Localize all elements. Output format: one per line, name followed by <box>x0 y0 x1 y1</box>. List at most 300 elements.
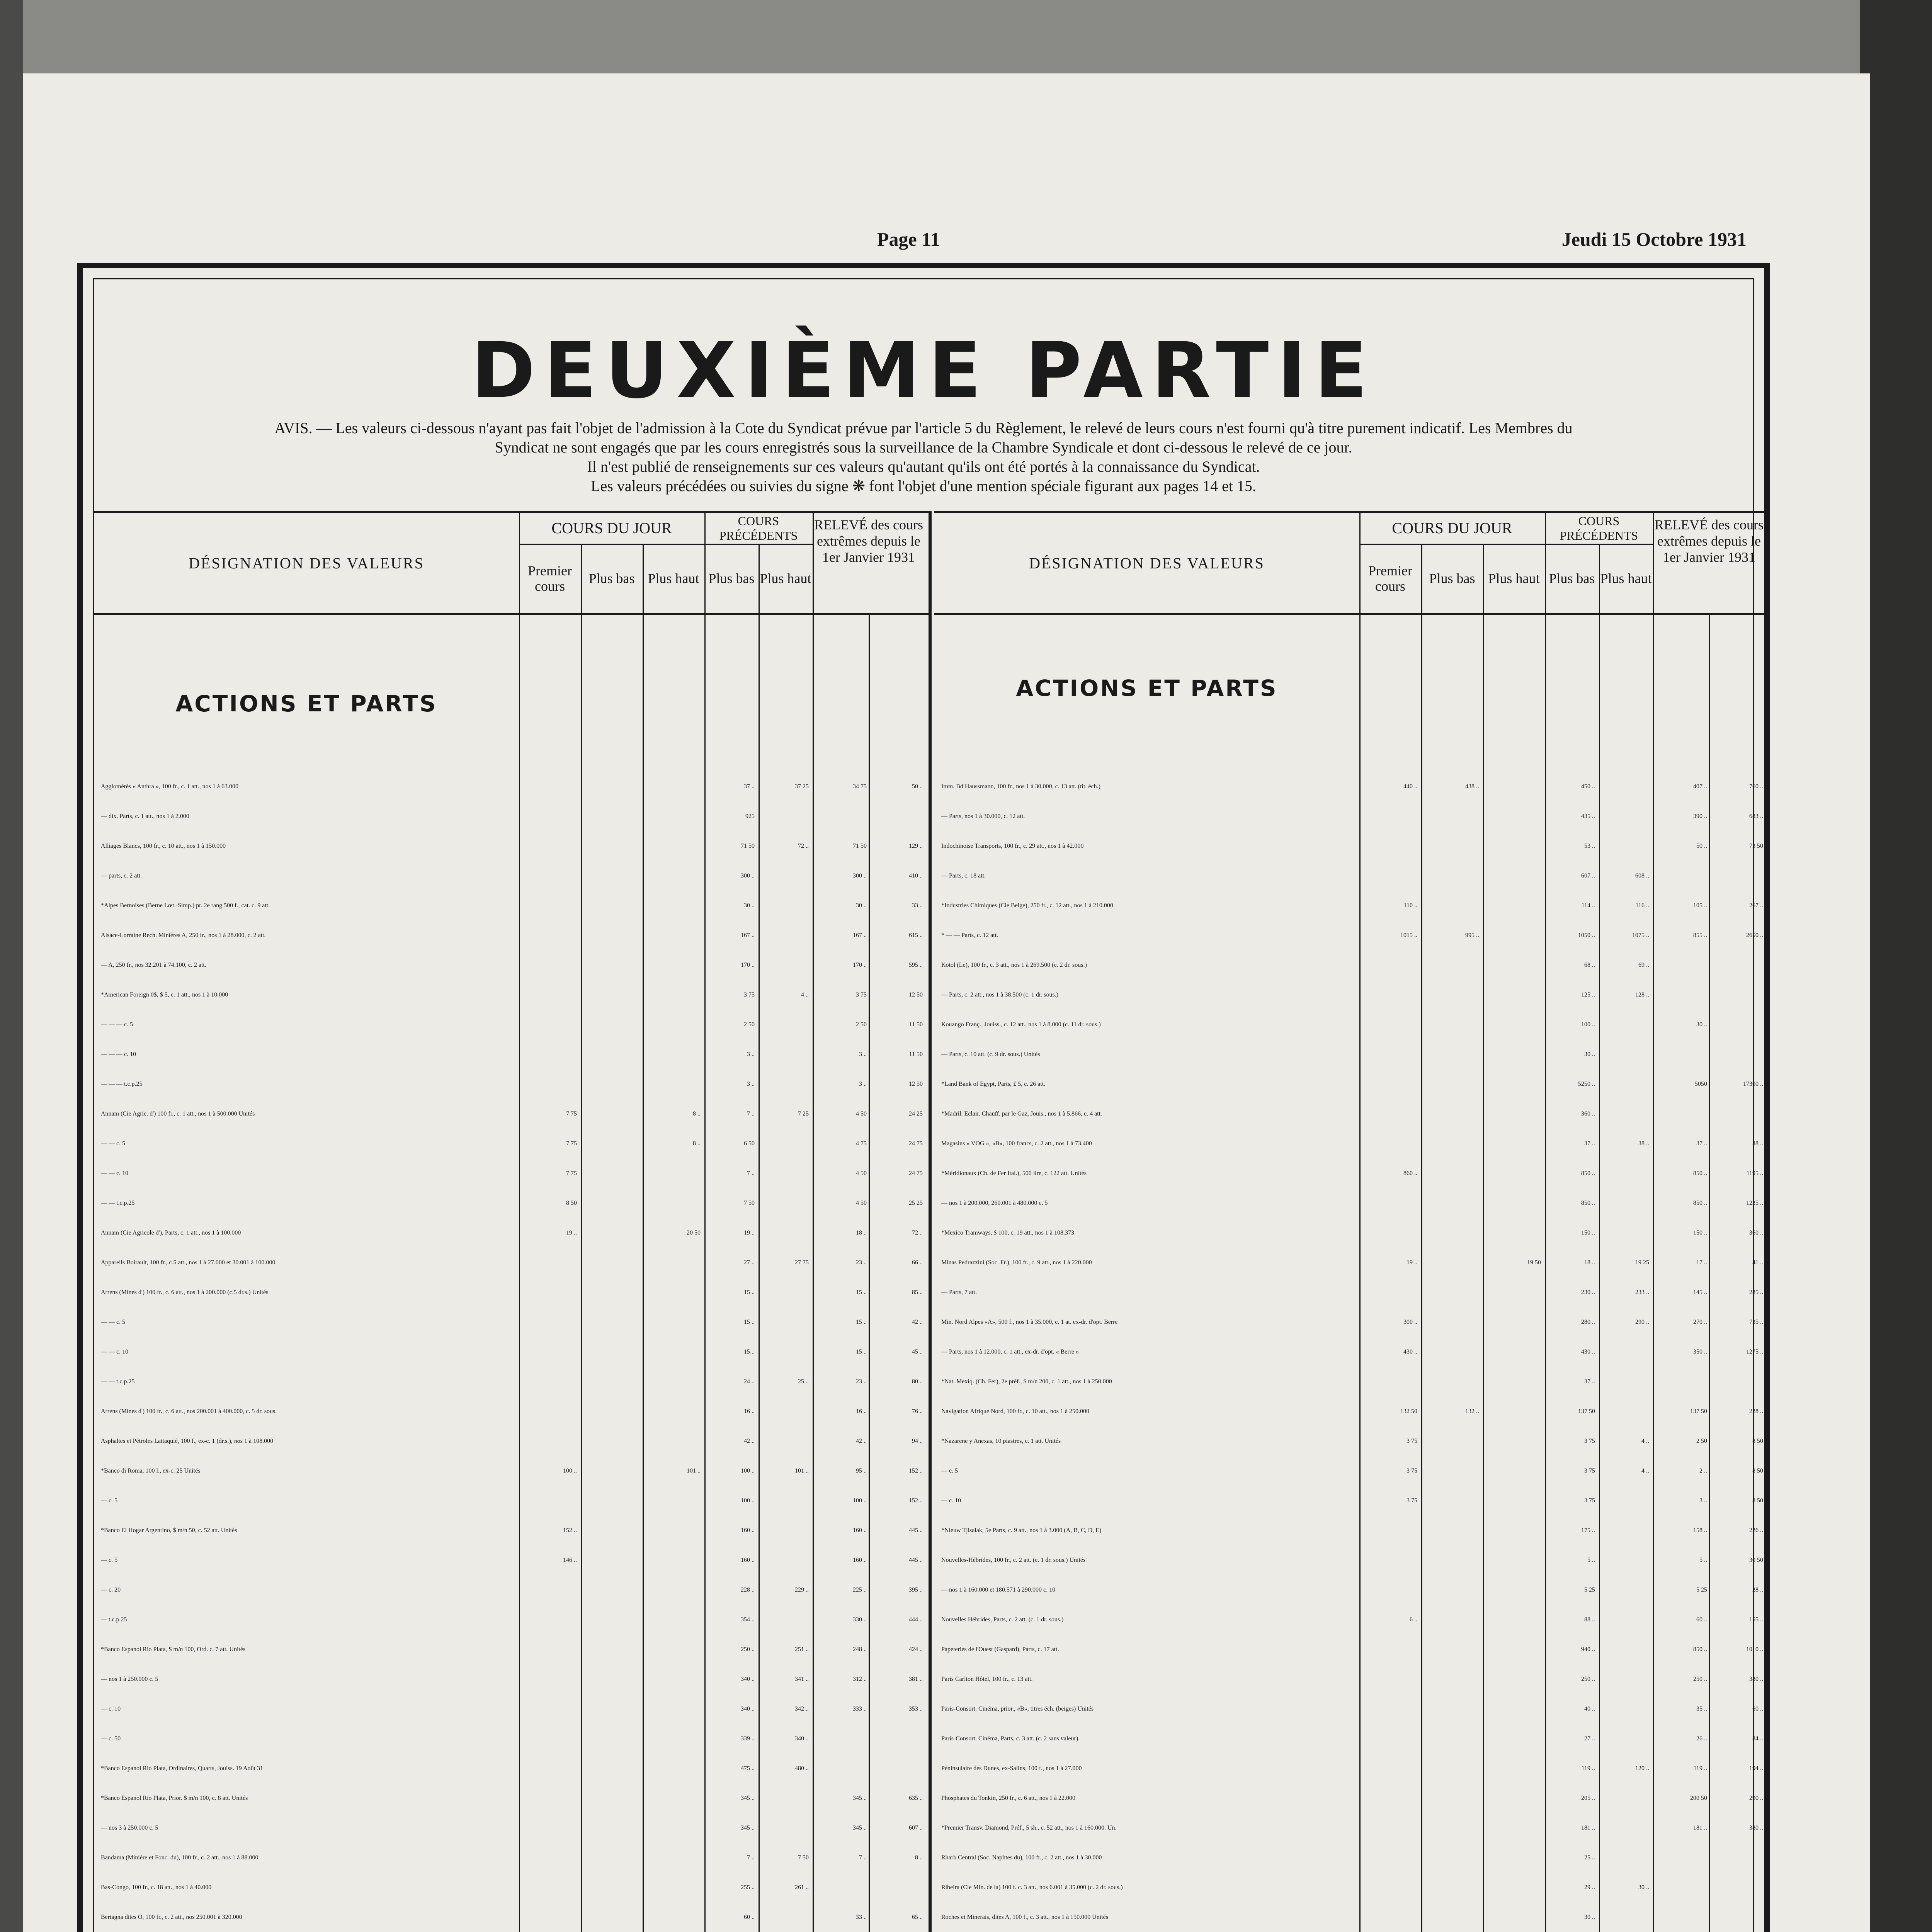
price-cell: 380 .. <box>1749 1676 1763 1682</box>
price-cell: 137 50 <box>1578 1408 1595 1415</box>
price-cell: 1275 .. <box>1746 1349 1763 1355</box>
price-cell: 285 .. <box>1749 1289 1763 1296</box>
price-cell: 4 .. <box>1641 1468 1649 1474</box>
security-name: — c. 20 <box>101 1587 121 1593</box>
quote-row <box>101 932 928 945</box>
security-name: Arrens (Mines d') 100 fr., c. 6 att., nos 200.001 à 400.000, c. 5 dr. sous. <box>101 1408 277 1415</box>
price-cell: 17 .. <box>1696 1259 1707 1266</box>
price-cell: 120 .. <box>1635 1765 1649 1772</box>
price-cell: 129 .. <box>909 843 923 849</box>
security-name: — — t.c.p.25 <box>101 1378 135 1385</box>
price-cell: 995 .. <box>1465 932 1479 939</box>
newspaper-page <box>23 73 1870 1932</box>
quote-row <box>941 783 1768 796</box>
price-cell: 27 .. <box>744 1259 755 1266</box>
avis-notice <box>109 418 1738 496</box>
price-cell: 150 .. <box>1693 1230 1707 1236</box>
security-name: Navigation Afrique Nord, 100 fr., c. 10 att., nos 1 à 250.000 <box>941 1408 1090 1415</box>
price-cell: 333 .. <box>853 1706 867 1712</box>
price-cell: 267 .. <box>1749 902 1763 909</box>
price-cell: 480 .. <box>795 1765 809 1772</box>
security-name: — nos 1 à 200.000, 260.001 à 480.000 c. 5 <box>941 1200 1048 1206</box>
quote-row <box>101 1706 928 1719</box>
quote-row <box>101 1795 928 1808</box>
price-cell: 35 .. <box>1696 1706 1707 1712</box>
price-cell: 50 .. <box>1696 843 1707 849</box>
price-cell: 167 .. <box>741 932 755 939</box>
price-cell: 34 75 <box>853 783 867 790</box>
price-cell: 119 .. <box>1581 1765 1595 1772</box>
security-name: Nouvelles-Hébrides, 100 fr., c. 2 att. (c. 1 dr. sous.) Unités <box>941 1557 1086 1563</box>
price-cell: 8 50 <box>1752 1497 1763 1504</box>
security-name: — — t.c.p.25 <box>101 1200 135 1206</box>
quote-row <box>941 1111 1768 1124</box>
price-cell: 23 .. <box>856 1259 867 1266</box>
price-cell: 60 .. <box>744 1914 755 1920</box>
price-cell: 350 .. <box>1693 1349 1707 1355</box>
price-cell: 23 .. <box>856 1378 867 1385</box>
price-cell: 5250 .. <box>1578 1081 1595 1087</box>
price-cell: 15 .. <box>744 1289 755 1296</box>
quote-row <box>101 872 928 886</box>
quote-row <box>941 1884 1768 1897</box>
price-cell: 475 .. <box>741 1765 755 1772</box>
quote-row <box>101 1468 928 1481</box>
price-cell: 3 75 <box>1584 1497 1595 1504</box>
price-cell: 37 .. <box>1584 1140 1595 1147</box>
security-name: Roches et Minerais, dites A, 100 f., c. 3 att., nos 1 à 150.000 Unités <box>941 1914 1108 1920</box>
quote-row <box>101 783 928 796</box>
price-cell: 45 .. <box>912 1349 923 1355</box>
price-cell: 380 .. <box>1749 1825 1763 1831</box>
price-cell: 226 .. <box>1749 1527 1763 1534</box>
security-name: Paris-Consort. Cinéma, Parts, c. 3 att. (c. 2 sans valeur) <box>941 1735 1078 1742</box>
price-cell: 100 .. <box>563 1468 577 1474</box>
price-cell: 95 .. <box>856 1468 867 1474</box>
price-cell: 26 .. <box>1696 1735 1707 1742</box>
price-cell: 1195 .. <box>1746 1170 1763 1177</box>
security-name: — Parts, c. 18 att. <box>941 872 986 879</box>
price-cell: 233 .. <box>1635 1289 1649 1296</box>
quote-row <box>101 1349 928 1362</box>
security-name: * — — Parts, c. 12 att. <box>941 932 998 939</box>
price-cell: 2 50 <box>744 1021 755 1028</box>
price-cell: 28 .. <box>1752 1587 1763 1593</box>
security-name: *Industries Chimiques (Cie Belge), 250 fr., c. 12 att., nos 1 à 210.000 <box>941 902 1113 909</box>
price-cell: 3 75 <box>1406 1438 1417 1444</box>
price-cell: 155 .. <box>1749 1616 1763 1623</box>
price-cell: 18 .. <box>1584 1259 1595 1266</box>
security-name: — — c. 10 <box>101 1170 129 1177</box>
security-name: *Banco El Hogar Argentino, $ m/n 50, c. 52 att. Unités <box>101 1527 237 1534</box>
security-name: *Méridionaux (Ch. de Fer Ital.), 500 lire, c. 122 att. Unités <box>941 1170 1087 1177</box>
security-name: Bandama (Minière et Fonc. du), 100 fr., c. 2 att., nos 1 à 88.000 <box>101 1854 259 1861</box>
price-cell: 68 .. <box>1584 962 1595 968</box>
price-cell: 41 .. <box>1752 1259 1763 1266</box>
price-cell: 38 .. <box>1638 1140 1649 1147</box>
price-cell: 30 .. <box>744 902 755 909</box>
price-cell: 850 .. <box>1693 1200 1707 1206</box>
price-cell: 125 .. <box>1581 992 1595 998</box>
security-name: — — — c. 10 <box>101 1051 136 1058</box>
price-cell: 3 .. <box>747 1081 755 1087</box>
price-cell: 5 25 <box>1584 1587 1595 1593</box>
price-cell: 85 .. <box>912 1289 923 1296</box>
price-cell: 110 .. <box>1403 902 1417 909</box>
price-cell: 76 .. <box>912 1408 923 1415</box>
price-cell: 170 .. <box>853 962 867 968</box>
security-name: Bertagna dites O, 100 fr., c. 2 att., nos 250.001 à 320.000 <box>101 1914 242 1920</box>
price-cell: 345 .. <box>853 1795 867 1801</box>
quote-row <box>941 1021 1768 1034</box>
quote-row <box>941 932 1768 945</box>
price-cell: 30 .. <box>1584 1914 1595 1920</box>
price-cell: 24 75 <box>909 1140 923 1147</box>
price-cell: 19 25 <box>1635 1259 1649 1266</box>
security-name: — nos 1 à 160.000 et 180.571 à 290.000 c. 10 <box>941 1587 1056 1593</box>
security-name: *Banco Espanol Rio Plata, Prior. $ m/n 100, c. 8 att. Unités <box>101 1795 248 1801</box>
price-cell: 8 50 <box>1752 1438 1763 1444</box>
releve-header-right: RELEVÉ des cours extrêmes depuis le 1er Janvier 1931 <box>1655 517 1764 565</box>
quote-row <box>101 1676 928 1689</box>
quote-row <box>101 1854 928 1867</box>
price-cell: 42 .. <box>744 1438 755 1444</box>
price-cell: 25 25 <box>909 1200 923 1206</box>
price-cell: 6 50 <box>744 1140 755 1147</box>
price-cell: 25 .. <box>1584 1854 1595 1861</box>
price-cell: 37 25 <box>795 783 809 790</box>
column-rule <box>813 613 814 1932</box>
security-name: — nos 1 à 250.000 c. 5 <box>101 1676 158 1682</box>
price-cell: 132 50 <box>1400 1408 1417 1415</box>
price-cell: 84 .. <box>1752 1735 1763 1742</box>
price-cell: 925 <box>745 813 755 820</box>
price-cell: 71 50 <box>741 843 755 849</box>
price-cell: 850 .. <box>1581 1170 1595 1177</box>
plus-haut-header: Plus haut <box>643 544 706 613</box>
price-cell: 300 .. <box>741 872 755 879</box>
price-cell: 94 .. <box>912 1438 923 1444</box>
quote-row <box>941 1408 1768 1421</box>
security-name: *American Foreign 0$, $ 5, c. 1 att., nos 1 à 10.000 <box>101 992 228 998</box>
quote-row <box>101 1140 928 1153</box>
left-table <box>94 511 932 1932</box>
price-cell: 181 .. <box>1693 1825 1707 1831</box>
quote-row <box>941 1735 1768 1748</box>
security-name: Papeteries de l'Ouest (Gaspard), Parts, c. 17 att. <box>941 1646 1059 1653</box>
price-cell: 444 .. <box>909 1616 923 1623</box>
page-title: DEUXIÈME PARTIE <box>471 326 1376 416</box>
price-cell: 27 75 <box>795 1259 809 1266</box>
price-cell: 615 .. <box>909 932 923 939</box>
price-cell: 5 .. <box>1587 1557 1595 1563</box>
price-cell: 60 .. <box>1696 1616 1707 1623</box>
price-cell: 29 .. <box>1584 1884 1595 1891</box>
price-cell: 27 .. <box>1584 1735 1595 1742</box>
quote-row <box>101 992 928 1005</box>
price-cell: 114 .. <box>1581 902 1595 909</box>
quote-row <box>941 1140 1768 1153</box>
price-cell: 53 .. <box>1584 843 1595 849</box>
price-cell: 2 50 <box>856 1021 867 1028</box>
price-cell: 345 .. <box>853 1825 867 1831</box>
price-cell: 30 .. <box>1584 1051 1595 1058</box>
price-cell: 71 50 <box>853 843 867 849</box>
price-cell: 160 .. <box>741 1557 755 1563</box>
price-cell: 607 .. <box>1581 872 1595 879</box>
price-cell: 66 .. <box>912 1259 923 1266</box>
price-cell: 250 .. <box>1581 1676 1595 1682</box>
column-rule <box>1421 613 1422 1932</box>
price-cell: 37 .. <box>744 783 755 790</box>
price-cell: 424 .. <box>909 1646 923 1653</box>
price-cell: 37 .. <box>1696 1140 1707 1147</box>
quote-row <box>101 1408 928 1421</box>
quote-row <box>941 872 1768 886</box>
price-cell: 735 .. <box>1749 1319 1763 1325</box>
price-cell: 3 75 <box>1406 1468 1417 1474</box>
price-cell: 12 50 <box>909 992 923 998</box>
prec-plus-haut-header: Plus haut <box>759 544 814 613</box>
quote-row <box>101 1884 928 1897</box>
security-name: — — c. 5 <box>101 1140 126 1147</box>
price-cell: 15 .. <box>744 1349 755 1355</box>
page-shadow-left <box>0 0 23 1932</box>
quote-row <box>941 1081 1768 1094</box>
price-cell: 170 .. <box>741 962 755 968</box>
price-cell: 760 .. <box>1749 783 1763 790</box>
price-cell: 7 .. <box>747 1854 755 1861</box>
quote-row <box>101 1170 928 1183</box>
price-cell: 395 .. <box>909 1587 923 1593</box>
price-cell: 850 .. <box>1693 1170 1707 1177</box>
price-cell: 345 .. <box>741 1825 755 1831</box>
security-name: Indochinoise Transports, 100 fr., c. 29 att., nos 1 à 42.000 <box>941 843 1084 849</box>
quote-row <box>101 902 928 915</box>
price-cell: 146 .. <box>563 1557 577 1563</box>
quote-row <box>101 1914 928 1927</box>
security-name: Rharb Central (Soc. Naphtes du), 100 fr., c. 2 att., nos 1 à 30.000 <box>941 1854 1102 1861</box>
plus-bas-header: Plus bas <box>581 544 644 613</box>
price-cell: 105 .. <box>1693 902 1707 909</box>
price-cell: 8 .. <box>915 1854 923 1861</box>
designation-header-right: DÉSIGNATION DES VALEURS <box>934 513 1361 613</box>
price-cell: 230 .. <box>1581 1289 1595 1296</box>
security-name: Magasins « VOG », «B», 100 francs, c. 2 att., nos 1 à 73.400 <box>941 1140 1092 1147</box>
page-number: Page 11 <box>877 228 940 250</box>
price-cell: 145 .. <box>1693 1289 1707 1296</box>
price-cell: 100 .. <box>853 1497 867 1504</box>
price-cell: 24 75 <box>909 1170 923 1177</box>
section-actions-parts-left: ACTIONS ET PARTS <box>175 690 437 717</box>
price-cell: 228 .. <box>1749 1408 1763 1415</box>
security-name: Appareils Boirault, 100 fr., c.5 att., nos 1 à 27.000 et 30.001 à 100.000 <box>101 1259 276 1266</box>
price-cell: 1050 .. <box>1578 932 1595 939</box>
price-cell: 30 .. <box>1696 1021 1707 1028</box>
premier-cours-header-right: Premier cours <box>1359 544 1422 613</box>
price-cell: 11 50 <box>909 1021 923 1028</box>
security-name: *Land Bank of Egypt, Parts, £ 5, c. 26 att. <box>941 1081 1046 1087</box>
price-cell: 440 .. <box>1403 783 1417 790</box>
price-cell: 16 .. <box>744 1408 755 1415</box>
price-cell: 6 .. <box>1410 1616 1417 1623</box>
price-cell: 360 .. <box>1581 1111 1595 1117</box>
price-cell: 940 .. <box>1581 1646 1595 1653</box>
avis-line-4: Les valeurs précédées ou suivies du signe ❋ font l'objet d'une mention spéciale figurant aux pages 14 et 15. <box>591 477 1256 495</box>
price-cell: 683 .. <box>1749 813 1763 820</box>
price-cell: 8 .. <box>693 1111 701 1117</box>
price-cell: 100 .. <box>741 1497 755 1504</box>
avis-line-3: Il n'est publié de renseignements sur ces valeurs qu'autant qu'ils ont été portés à la connaissance du Syndicat. <box>587 458 1260 475</box>
quote-row <box>941 1914 1768 1927</box>
quote-row <box>101 1111 928 1124</box>
quote-row <box>941 1706 1768 1719</box>
quote-row <box>941 1289 1768 1302</box>
security-name: — Parts, 7 att. <box>941 1289 977 1296</box>
quote-row <box>941 1259 1768 1272</box>
price-cell: 381 .. <box>909 1676 923 1682</box>
price-cell: 181 .. <box>1581 1825 1595 1831</box>
designation-header: DÉSIGNATION DES VALEURS <box>94 513 520 613</box>
quote-row <box>941 1349 1768 1362</box>
security-name: — — — t.c.p.25 <box>101 1081 143 1087</box>
price-cell: 1010 .. <box>1746 1646 1763 1653</box>
quote-row <box>941 1646 1768 1659</box>
price-cell: 7 75 <box>566 1111 577 1117</box>
price-cell: 167 .. <box>853 932 867 939</box>
price-cell: 2650 .. <box>1746 932 1763 939</box>
price-cell: 607 .. <box>909 1825 923 1831</box>
prec-plus-bas-header: Plus bas <box>704 544 760 613</box>
quote-row <box>101 1438 928 1451</box>
security-name: Annam (Cie Agricole d'), Parts, c. 1 att., nos 1 à 100.000 <box>101 1230 241 1236</box>
security-name: — c. 5 <box>101 1557 118 1563</box>
avis-line-1: AVIS. — Les valeurs ci-dessous n'ayant pas fait l'objet de l'admission à la Cote du Syndicat prévue par l'article 5 du Règlement, le relevé de leurs cours n'est fourni qu'à titre purement indicatif. Les Membres du <box>274 419 1573 437</box>
security-name: — — c. 10 <box>101 1349 129 1355</box>
security-name: — — — c. 5 <box>101 1021 133 1028</box>
quote-row <box>101 1527 928 1540</box>
quote-row <box>941 1587 1768 1600</box>
price-cell: 100 .. <box>741 1468 755 1474</box>
column-rule <box>519 613 520 1932</box>
price-tables <box>94 511 1764 1932</box>
security-name: Nouvelles Hébrides, Parts, c. 2 att. (c. 1 dr. sous.) <box>941 1616 1064 1623</box>
price-cell: 3 .. <box>1699 1497 1707 1504</box>
quote-row <box>101 1825 928 1838</box>
price-cell: 37 .. <box>1584 1378 1595 1385</box>
security-name: Ribeira (Cie Min. de la) 100 f. c. 3 att., nos 6.001 à 35.000 (c. 2 dr. sous.) <box>941 1884 1123 1891</box>
price-cell: 4 75 <box>856 1140 867 1147</box>
quote-row <box>941 1170 1768 1183</box>
price-cell: 132 .. <box>1465 1408 1479 1415</box>
content-frame <box>77 263 1770 1932</box>
quote-row <box>101 1051 928 1064</box>
price-cell: 407 .. <box>1693 783 1707 790</box>
quote-row <box>101 1765 928 1778</box>
quote-row <box>941 813 1768 826</box>
quote-row <box>941 843 1768 856</box>
price-cell: 30 .. <box>856 902 867 909</box>
price-cell: 248 .. <box>853 1646 867 1653</box>
quote-row <box>941 1765 1768 1778</box>
inner-frame <box>93 278 1764 1932</box>
page-shadow-right <box>1860 0 1932 1932</box>
quote-row <box>101 1230 928 1243</box>
price-cell: 250 .. <box>741 1646 755 1653</box>
security-name: — Parts, nos 1 à 12.000, c. 1 att., ex-dr. d'opt. « Berre » <box>941 1349 1079 1355</box>
quote-row <box>941 902 1768 915</box>
column-rule <box>1653 613 1654 1932</box>
price-cell: 270 .. <box>1693 1319 1707 1325</box>
security-name: — nos 3 à 250.000 c. 5 <box>101 1825 158 1831</box>
quote-row <box>101 1616 928 1629</box>
price-cell: 19 .. <box>1406 1259 1417 1266</box>
price-cell: 5 .. <box>1699 1557 1707 1563</box>
price-cell: 312 .. <box>853 1676 867 1682</box>
quote-row <box>101 1378 928 1391</box>
avis-line-2: Syndicat ne sont engagés que par les cours enregistrés sous la surveillance de la Chambre Syndicale et dont ci-dessous le relevé de ce jour. <box>495 439 1352 456</box>
price-cell: 340 .. <box>741 1676 755 1682</box>
right-table-header <box>934 513 1769 615</box>
security-name: *Banco Espanol Rio Plata, $ m/n 100, Ord. c. 7 att. Unités <box>101 1646 246 1653</box>
price-cell: 5050 <box>1695 1081 1707 1087</box>
security-name: *Banco Espanol Rio Plata, Ordinaires, Quarts, Jouiss. 19 Août 31 <box>101 1765 263 1772</box>
quote-row <box>941 1319 1768 1332</box>
price-cell: 850 .. <box>1693 1646 1707 1653</box>
price-cell: 7 75 <box>566 1170 577 1177</box>
price-cell: 635 .. <box>909 1795 923 1801</box>
price-cell: 7 .. <box>859 1854 867 1861</box>
price-cell: 72 .. <box>798 843 809 849</box>
price-cell: 390 .. <box>1693 813 1707 820</box>
price-cell: 3 .. <box>859 1081 867 1087</box>
cours-precedents-header-right: COURS PRÉCÉDENTS <box>1545 513 1654 545</box>
quote-row <box>101 1497 928 1510</box>
price-cell: 354 .. <box>741 1616 755 1623</box>
price-cell: 608 .. <box>1635 872 1649 879</box>
price-cell: 30 50 <box>1749 1557 1763 1563</box>
security-name: — c. 10 <box>101 1706 121 1712</box>
price-cell: 261 .. <box>795 1884 809 1891</box>
column-rule <box>759 613 760 1932</box>
price-cell: 3 75 <box>1584 1438 1595 1444</box>
quote-row <box>101 962 928 975</box>
quote-row <box>941 1051 1768 1064</box>
price-cell: 410 .. <box>909 872 923 879</box>
price-cell: 855 .. <box>1693 932 1707 939</box>
quote-row <box>941 1527 1768 1540</box>
security-name: — c. 5 <box>101 1497 118 1504</box>
security-name: Alliages Blancs, 100 fr., c. 10 att., nos 1 à 150.000 <box>101 843 226 849</box>
price-cell: 250 .. <box>1693 1676 1707 1682</box>
price-cell: 4 .. <box>1641 1438 1649 1444</box>
price-cell: 15 .. <box>856 1289 867 1296</box>
price-cell: 3 75 <box>1406 1497 1417 1504</box>
price-cell: 15 .. <box>856 1349 867 1355</box>
security-name: — t.c.p.25 <box>101 1616 127 1623</box>
price-cell: 7 75 <box>566 1140 577 1147</box>
price-cell: 280 .. <box>1581 1319 1595 1325</box>
price-cell: 19 .. <box>744 1230 755 1236</box>
quote-row <box>941 1497 1768 1510</box>
price-cell: 15 .. <box>856 1319 867 1325</box>
price-cell: 25 .. <box>798 1378 809 1385</box>
price-cell: 128 .. <box>1635 992 1649 998</box>
price-cell: 228 .. <box>741 1587 755 1593</box>
security-name: — dix. Parts, c. 1 att., nos 1 à 2.000 <box>101 813 189 820</box>
security-name: Paris Carlton Hôtel, 100 fr., c. 13 att. <box>941 1676 1033 1682</box>
price-cell: 11 50 <box>909 1051 923 1058</box>
